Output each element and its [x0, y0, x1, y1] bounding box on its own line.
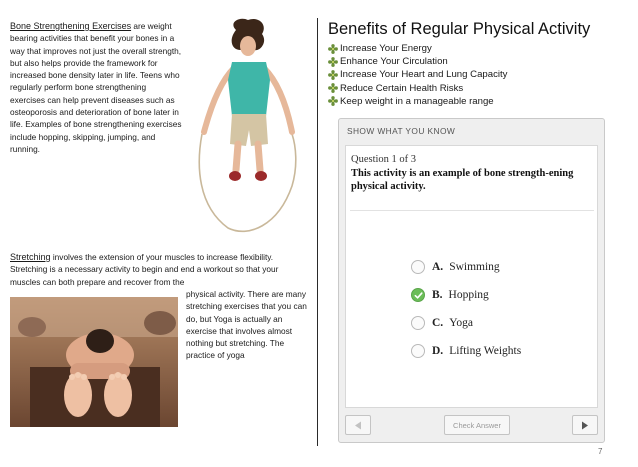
- benefit-label: Reduce Certain Health Risks: [340, 82, 464, 94]
- answer-option-d[interactable]: [411, 337, 521, 365]
- check-answer-button[interactable]: Check Answer: [444, 415, 510, 435]
- yoga-stretch-photo: [10, 297, 178, 427]
- benefit-label: Keep weight in a manageable range: [340, 95, 494, 107]
- question-card: [345, 145, 598, 408]
- option-letter: D.: [432, 345, 444, 357]
- benefits-title: Benefits of Regular Physical Activity: [328, 20, 591, 38]
- page-number: 7: [598, 447, 603, 456]
- radio-unchecked-icon[interactable]: [411, 260, 425, 274]
- bone-strengthening-heading: Bone Strengthening Exercises: [10, 21, 132, 31]
- next-button[interactable]: [572, 415, 598, 435]
- flower-bullet-icon: [328, 96, 338, 106]
- option-letter: A.: [432, 261, 444, 273]
- radio-checked-icon[interactable]: [411, 288, 425, 302]
- option-text: Swimming: [449, 261, 500, 273]
- flower-bullet-icon: [328, 44, 338, 54]
- triangle-right-icon: [581, 421, 589, 430]
- stretching-paragraph: [10, 251, 310, 288]
- quiz-footer: [345, 415, 598, 439]
- radio-unchecked-icon[interactable]: [411, 316, 425, 330]
- answer-option-b[interactable]: [411, 281, 521, 309]
- benefit-item: [328, 55, 507, 68]
- flower-bullet-icon: [328, 57, 338, 67]
- jump-rope-photo: [188, 16, 306, 236]
- question-text: This activity is an example of bone strength-ening physical activity.: [351, 168, 574, 192]
- flower-bullet-icon: [328, 70, 338, 80]
- option-letter: C.: [432, 317, 444, 329]
- benefit-label: Enhance Your Circulation: [340, 56, 448, 68]
- column-divider: [317, 18, 318, 446]
- quiz-header: SHOW WHAT YOU KNOW: [347, 126, 456, 136]
- bone-strengthening-body: are weight bearing activities that benefit your bones in a way that improves not just the overall strength, but also helps provide the framework for increased bone density later in life. Teens who regularly perform bone strengthening exercises can help prevent diseases such as osteoporosis and deterioration of bone later in life. Examples of bone strengthening exercises include hopping, skipping, jumping, and running.: [10, 21, 182, 154]
- option-text: Lifting Weights: [449, 345, 522, 357]
- benefit-label: Increase Your Energy: [340, 43, 432, 54]
- answer-option-c[interactable]: [411, 309, 521, 337]
- answer-options: [411, 253, 521, 365]
- option-text: Hopping: [448, 289, 489, 301]
- flower-bullet-icon: [328, 83, 338, 93]
- triangle-left-icon: [354, 421, 362, 430]
- benefit-item: [328, 82, 507, 95]
- option-letter: B.: [432, 289, 443, 301]
- stretching-heading: Stretching: [10, 252, 51, 262]
- radio-unchecked-icon[interactable]: [411, 344, 425, 358]
- question-number: Question 1 of 3: [351, 154, 417, 165]
- stretching-paragraph-continued: physical activity. There are many stretching exercises that you can do, but Yoga is actually an exercise that involves almost nothing but stretching. The practice of yoga: [186, 289, 307, 361]
- previous-button[interactable]: [345, 415, 371, 435]
- option-text: Yoga: [449, 317, 473, 329]
- benefits-list: [328, 42, 507, 108]
- bone-strengthening-paragraph: [10, 20, 182, 155]
- benefit-item: [328, 68, 507, 81]
- benefit-item: [328, 42, 507, 55]
- stretching-body-top: involves the extension of your muscles to increase flexibility. Stretching is a necessary activity to begin and end a workout so that your muscles can both prepare and recover from the: [10, 252, 279, 287]
- benefit-item: [328, 95, 507, 108]
- benefit-label: Increase Your Heart and Lung Capacity: [340, 69, 508, 81]
- quiz-panel: [338, 118, 605, 443]
- answer-option-a[interactable]: [411, 253, 521, 281]
- question-separator: [350, 210, 594, 211]
